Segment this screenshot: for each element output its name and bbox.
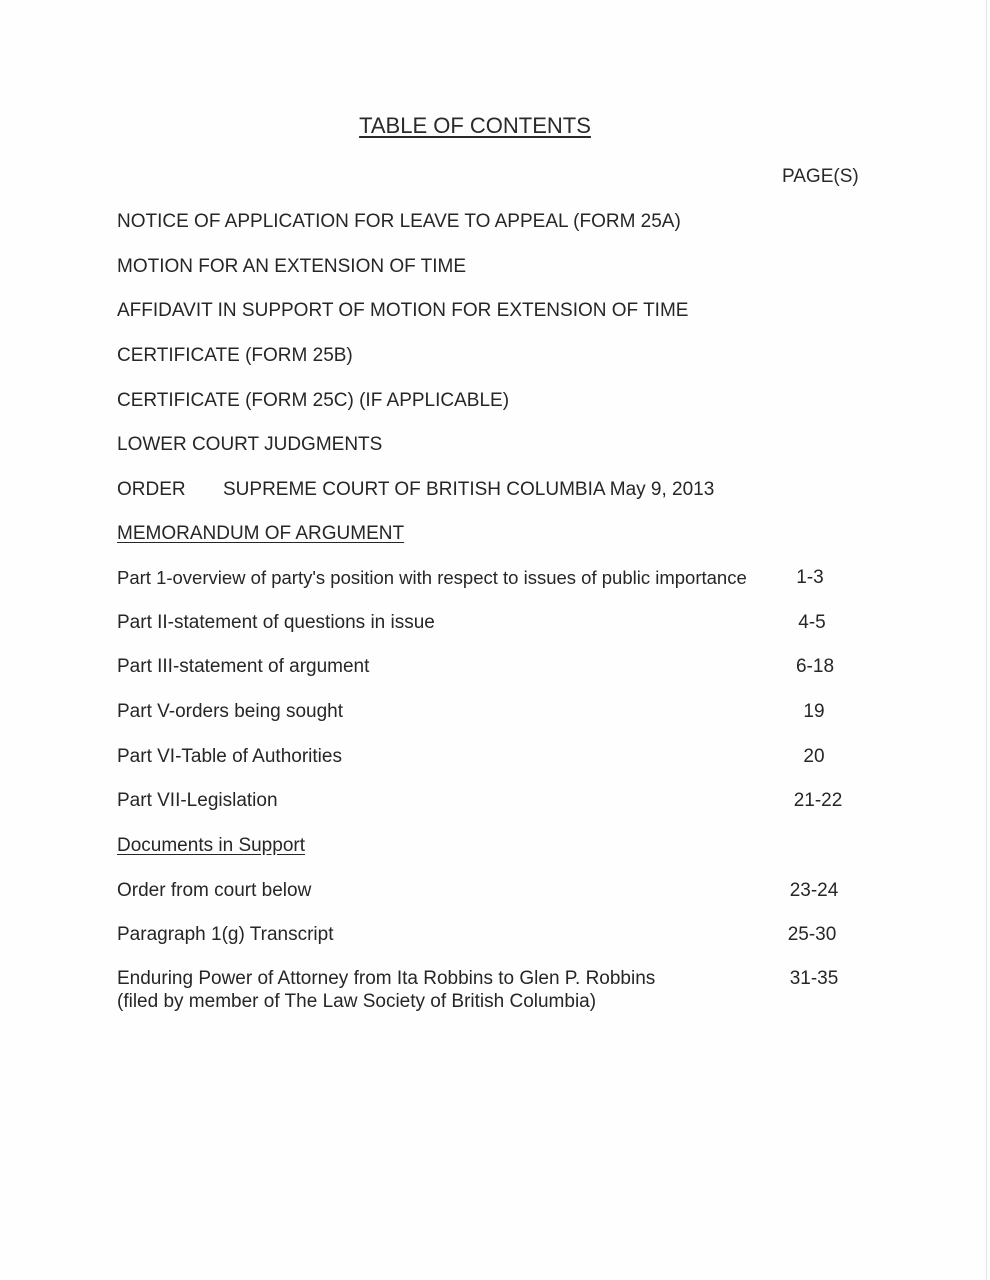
- toc-pages-transcript: 25-30: [787, 924, 837, 945]
- toc-entry-part-3: Part III-statement of argument: [117, 656, 370, 677]
- toc-entry-order-detail: SUPREME COURT OF BRITISH COLUMBIA May 9, 2013: [223, 479, 715, 500]
- toc-pages-part-2: 4-5: [798, 612, 826, 633]
- toc-entry-part-2: Part II-statement of questions in issue: [117, 612, 435, 633]
- toc-pages-part-7: 21-22: [793, 790, 843, 811]
- toc-entry-transcript: Paragraph 1(g) Transcript: [117, 924, 334, 945]
- toc-entry-part-7: Part VII-Legislation: [117, 790, 278, 811]
- toc-entry-certificate-25b: CERTIFICATE (FORM 25B): [117, 345, 353, 366]
- toc-entry-affidavit: AFFIDAVIT IN SUPPORT OF MOTION FOR EXTENSION OF TIME: [117, 300, 689, 321]
- scan-edge-line: [986, 0, 987, 1280]
- toc-entry-order-from-court-below: Order from court below: [117, 880, 312, 901]
- document-title: TABLE OF CONTENTS: [359, 113, 591, 138]
- section-heading-documents-in-support: Documents in Support: [117, 835, 305, 856]
- toc-entry-part-1: Part 1-overview of party's position with respect to issues of public importance: [117, 567, 747, 588]
- pages-column-header: PAGE(S): [782, 166, 859, 187]
- toc-entry-motion-extension: MOTION FOR AN EXTENSION OF TIME: [117, 256, 467, 277]
- toc-entry-lower-court-judgments: LOWER COURT JUDGMENTS: [117, 434, 383, 455]
- toc-entry-part-5: Part V-orders being sought: [117, 701, 344, 722]
- toc-entry-notice-of-application: NOTICE OF APPLICATION FOR LEAVE TO APPEAL (FORM 25A): [117, 211, 681, 232]
- toc-entry-power-of-attorney-line2: (filed by member of The Law Society of British Columbia): [117, 991, 597, 1012]
- toc-entry-certificate-25c: CERTIFICATE (FORM 25C) (IF APPLICABLE): [117, 390, 510, 411]
- toc-pages-part-1: 1-3: [796, 567, 824, 588]
- toc-entry-power-of-attorney: Enduring Power of Attorney from Ita Robbins to Glen P. Robbins: [117, 968, 656, 989]
- toc-pages-part-5: 19: [803, 701, 825, 722]
- toc-pages-part-3: 6-18: [795, 656, 835, 677]
- toc-entry-order: ORDER: [117, 479, 186, 500]
- toc-pages-order-from-court-below: 23-24: [789, 880, 839, 901]
- section-heading-memorandum: MEMORANDUM OF ARGUMENT: [117, 523, 405, 544]
- toc-pages-power-of-attorney: 31-35: [789, 968, 839, 989]
- toc-entry-part-6: Part VI-Table of Authorities: [117, 746, 342, 767]
- toc-pages-part-6: 20: [803, 746, 825, 767]
